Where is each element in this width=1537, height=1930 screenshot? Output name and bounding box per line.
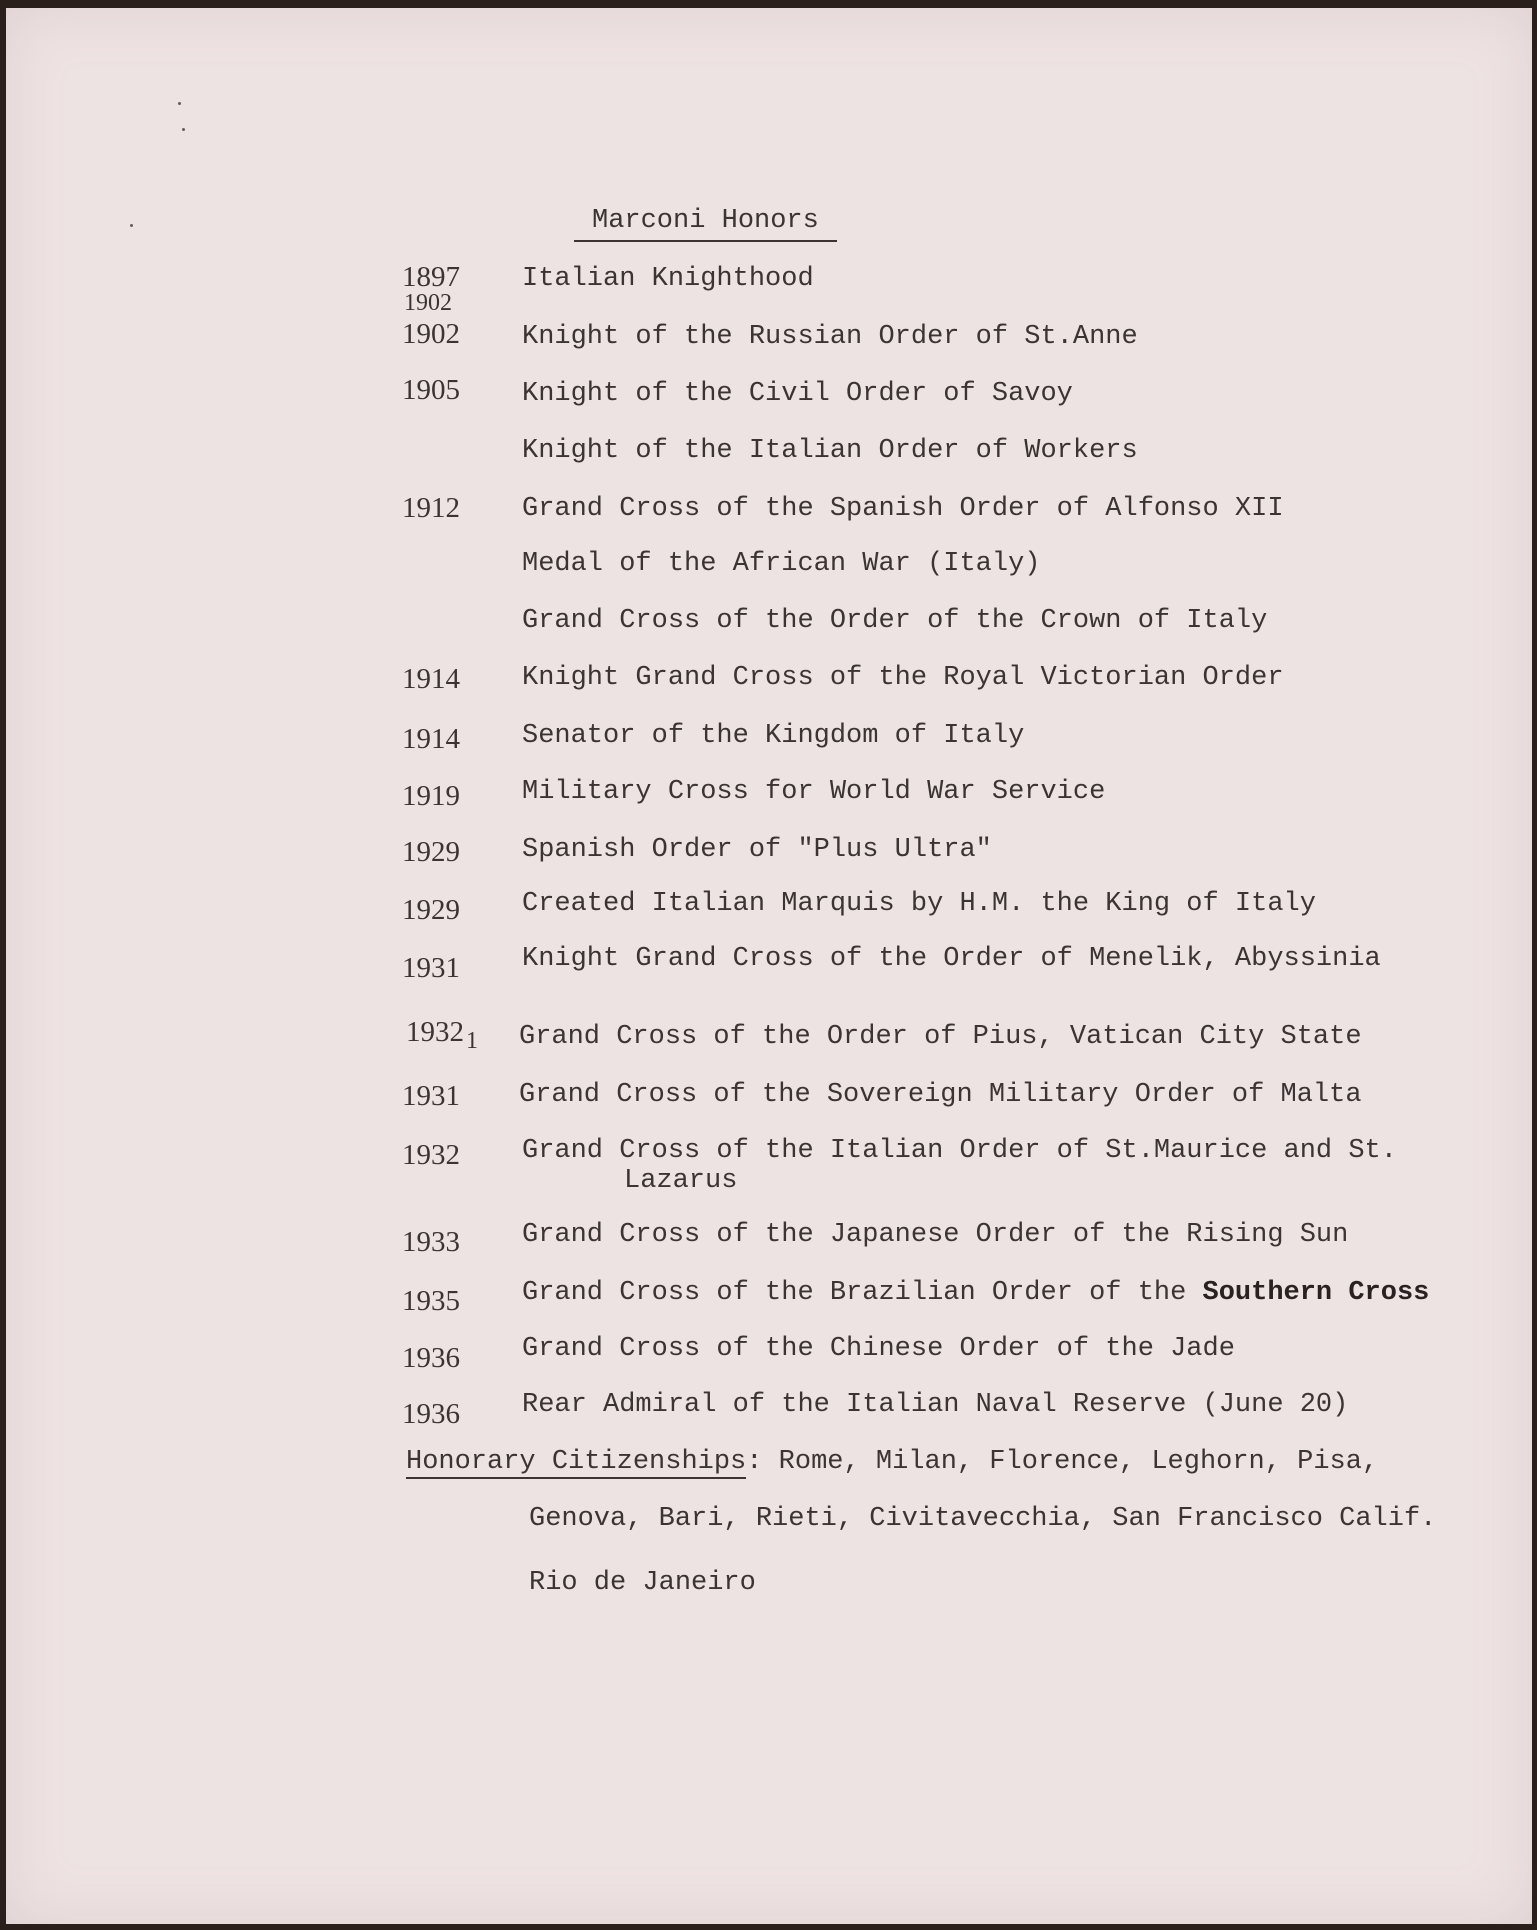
year-label: 1905	[402, 374, 460, 406]
honor-text: Knight of the Russian Order of St.Anne	[522, 322, 1138, 352]
honor-text: Military Cross for World War Service	[522, 777, 1106, 807]
year-label: 1929	[402, 894, 460, 926]
year-label: 1914	[402, 723, 460, 755]
honor-text: Grand Cross of the Order of Pius, Vatican City State	[519, 1022, 1362, 1052]
year-label: 1914	[402, 663, 460, 695]
honor-text-part: Grand Cross of the Brazilian Order of the	[522, 1278, 1203, 1308]
honor-text: Knight Grand Cross of the Royal Victorian Order	[522, 663, 1284, 693]
year-label: 1936	[402, 1342, 460, 1374]
overtyped-year-mark: 1	[466, 1028, 478, 1054]
honor-text	[522, 1278, 1429, 1308]
document-page	[6, 8, 1532, 1924]
overtyped-year-label: 1902	[404, 290, 452, 316]
honor-text: Medal of the African War (Italy)	[522, 549, 1041, 579]
honor-text: Grand Cross of the Japanese Order of the Rising Sun	[522, 1220, 1349, 1250]
honor-text: Created Italian Marquis by H.M. the King of Italy	[522, 889, 1316, 919]
year-label: 1912	[402, 492, 460, 524]
year-label: 1931	[402, 952, 460, 984]
year-label: 1929	[402, 836, 460, 868]
honor-text: Grand Cross of the Chinese Order of the Jade	[522, 1334, 1235, 1364]
honor-text-continuation: Lazarus	[624, 1166, 738, 1196]
honor-text: Knight of the Italian Order of Workers	[522, 436, 1138, 466]
year-label: 1897	[402, 261, 460, 293]
honor-text: Grand Cross of the Spanish Order of Alfonso XII	[522, 494, 1284, 524]
honor-text: Grand Cross of the Sovereign Military Order of Malta	[519, 1080, 1362, 1110]
honor-text: Rear Admiral of the Italian Naval Reserve (June 20)	[522, 1390, 1349, 1420]
honor-text-overstruck: Southern Cross	[1202, 1278, 1430, 1308]
year-label: 1936	[402, 1398, 460, 1430]
year-label: 1931	[402, 1080, 460, 1112]
honor-text: Senator of the Kingdom of Italy	[522, 721, 1025, 751]
citizenships-first-line: : Rome, Milan, Florence, Leghorn, Pisa,	[746, 1447, 1379, 1477]
year-label: 1935	[402, 1285, 460, 1317]
citizenships-label: Honorary Citizenships	[406, 1447, 747, 1477]
page-title: Marconi Honors	[574, 206, 837, 242]
paper-speck	[178, 102, 181, 105]
year-label: 1932	[406, 1016, 464, 1048]
year-label: 1932	[402, 1139, 460, 1171]
citizenships-second-line: Genova, Bari, Rieti, Civitavecchia, San Francisco Calif.	[529, 1504, 1437, 1534]
honor-text: Italian Knighthood	[522, 264, 814, 294]
year-label: 1902	[402, 318, 460, 350]
citizenships-line	[406, 1447, 1378, 1477]
honor-text: Knight of the Civil Order of Savoy	[522, 379, 1073, 409]
honor-text: Grand Cross of the Order of the Crown of Italy	[522, 606, 1268, 636]
paper-speck	[130, 224, 133, 227]
paper-speck	[182, 128, 185, 131]
honor-text: Knight Grand Cross of the Order of Menelik, Abyssinia	[522, 944, 1381, 974]
honor-text: Spanish Order of "Plus Ultra"	[522, 835, 992, 865]
honor-text: Grand Cross of the Italian Order of St.Maurice and St.	[522, 1136, 1397, 1166]
citizenships-third-line: Rio de Janeiro	[529, 1568, 756, 1598]
year-label: 1919	[402, 780, 460, 812]
year-label: 1933	[402, 1226, 460, 1258]
